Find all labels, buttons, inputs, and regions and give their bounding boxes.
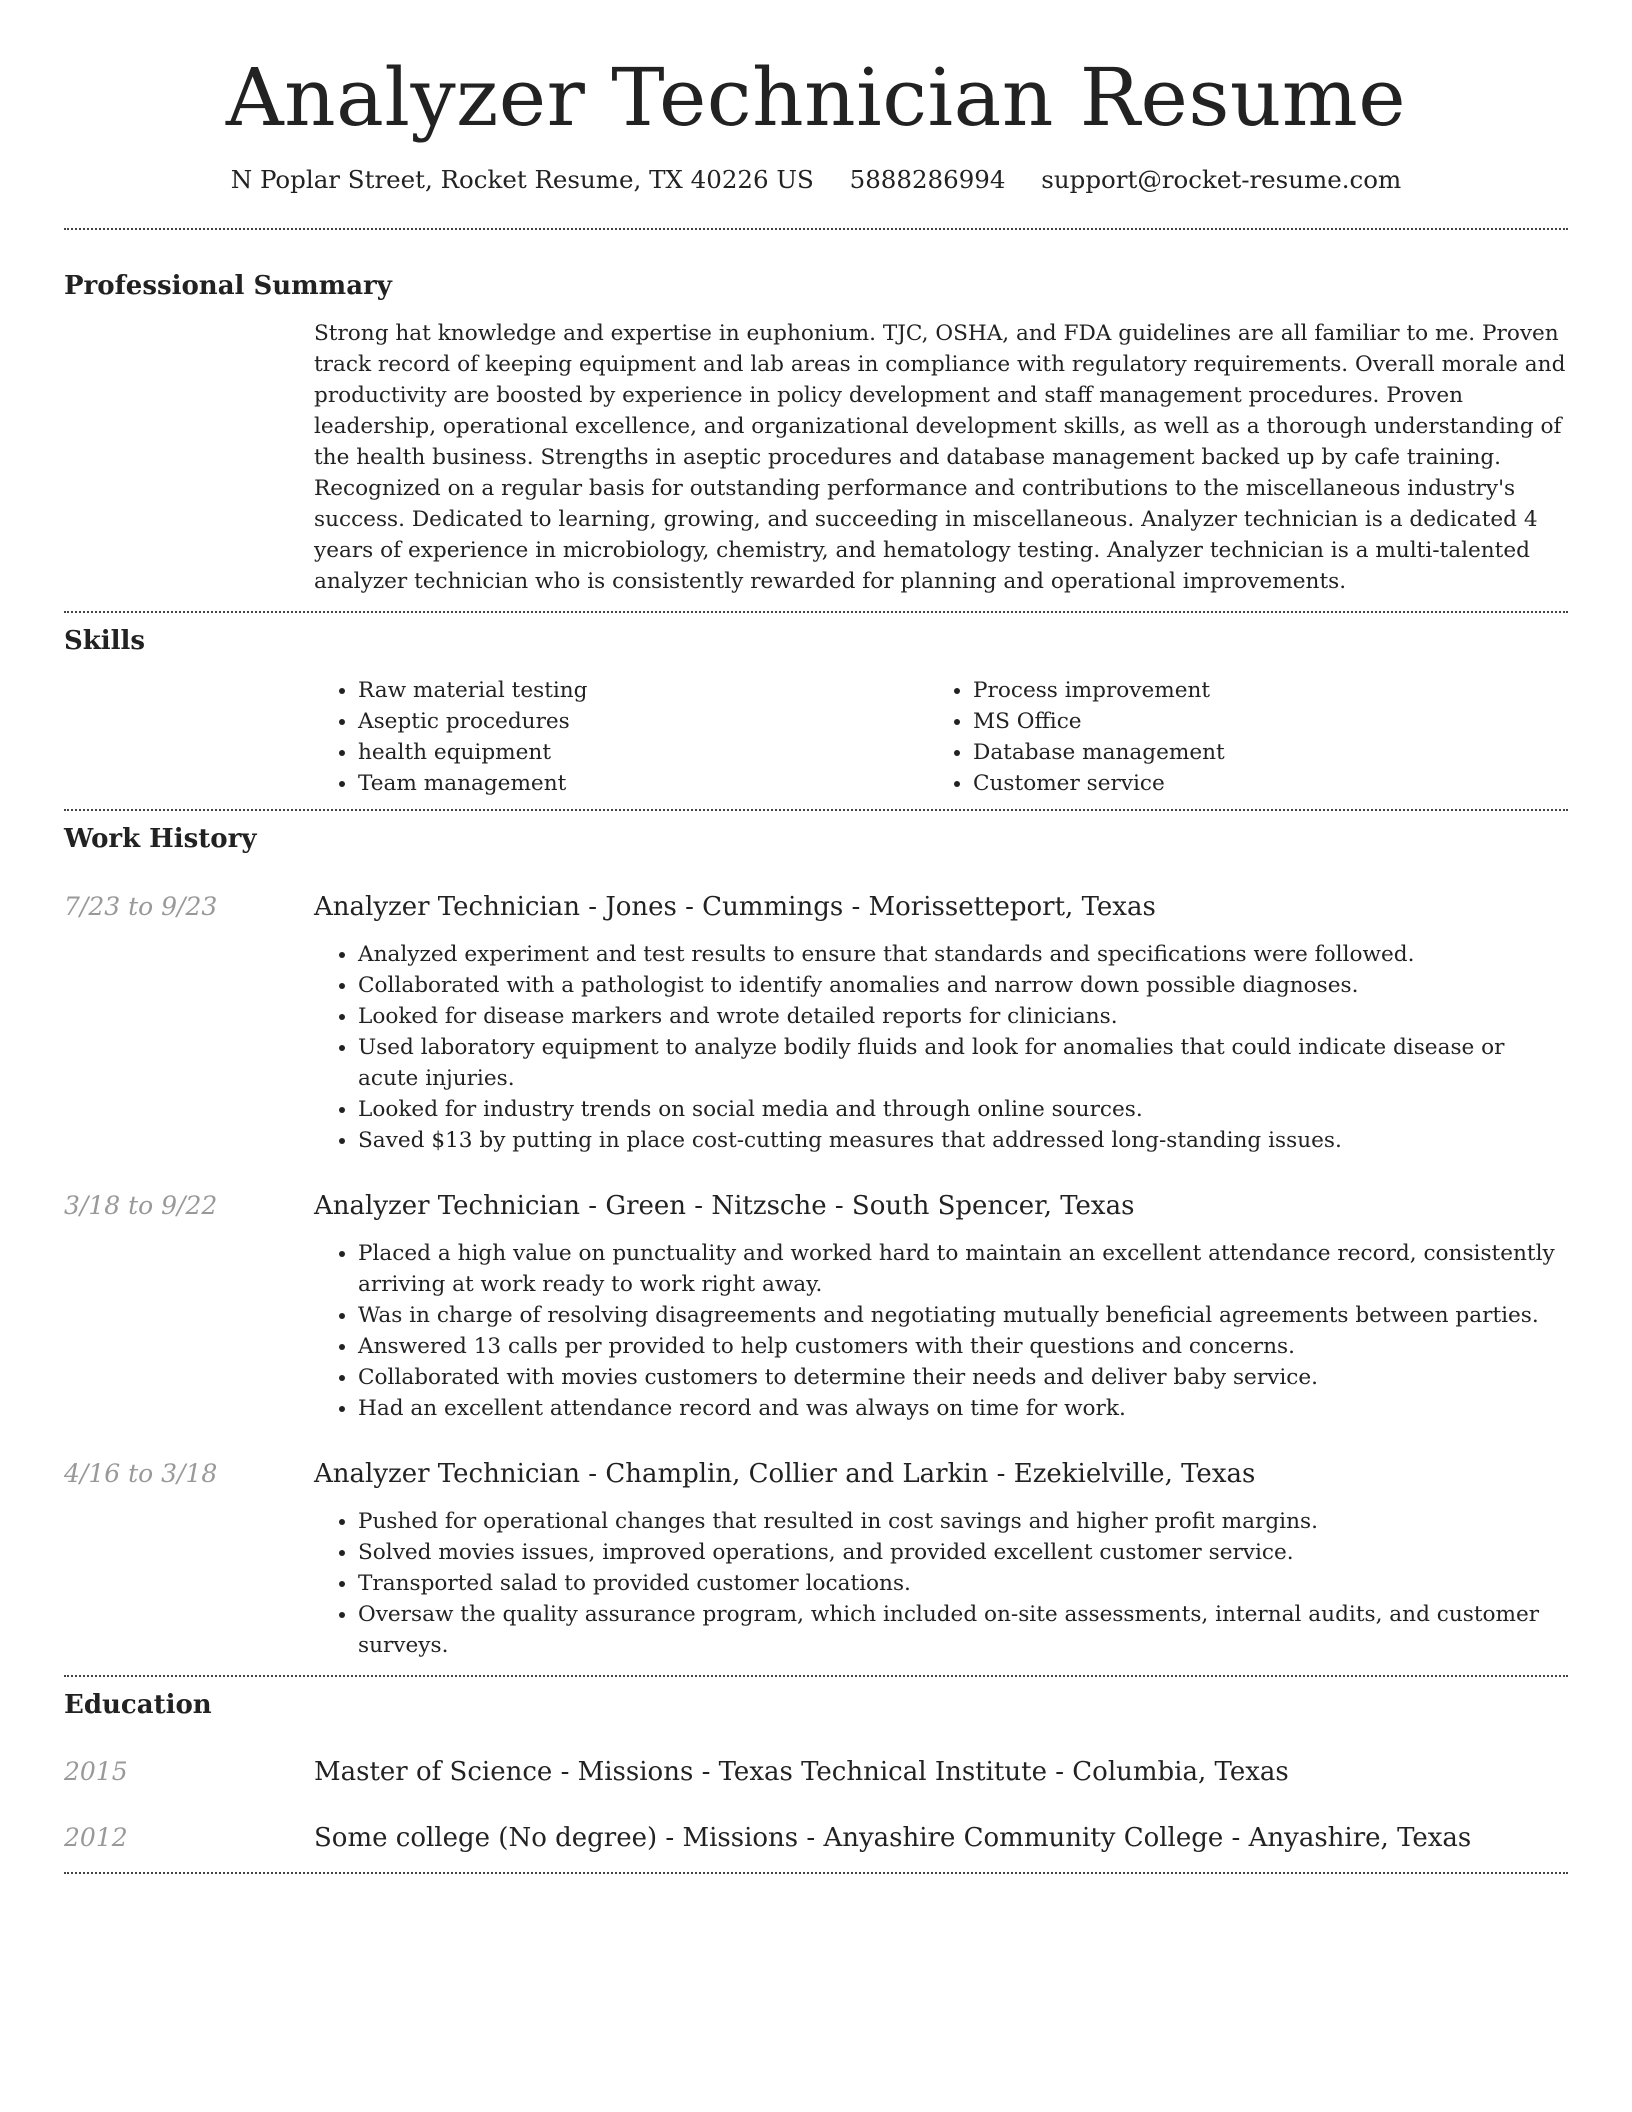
skills-heading: Skills [64,625,146,656]
education-entry [64,1756,1568,1790]
education-heading: Education [64,1689,212,1720]
skills-row [64,675,1568,809]
section-divider [64,228,1568,230]
education-year: 2015 [64,1757,128,1787]
skills-grid [314,675,1568,799]
education-entry [64,1822,1568,1872]
contact-phone: 5888286994 [849,165,1006,194]
skills-list-right [929,675,1544,799]
contact-address: N Poplar Street, Rocket Resume, TX 40226 US [230,165,814,194]
education-text: Master of Science - Missions - Texas Technical Institute - Columbia, Texas [314,1757,1289,1788]
skill-item: • Aseptic procedures [358,706,929,737]
job-bullets [314,939,1568,1156]
summary-row [64,318,1568,611]
job-entry [64,891,1568,1156]
resume-title: Analyzer Technician Resume [225,51,1407,144]
job-heading: Analyzer Technician - Champlin, Collier and Larkin - Ezekielville, Texas [314,1458,1256,1489]
skill-item: • health equipment [358,737,929,768]
job-bullet: • Collaborated with a pathologist to identify anomalies and narrow down possible diagnoses. [358,970,1568,1001]
job-bullet: • Transported salad to provided customer locations. [358,1568,1568,1599]
job-bullet: • Collaborated with movies customers to determine their needs and deliver baby service. [358,1362,1568,1393]
job-bullet: • Had an excellent attendance record and was always on time for work. [358,1393,1568,1424]
job-bullet: • Analyzed experiment and test results to ensure that standards and specifications were followed. [358,939,1568,970]
job-heading: Analyzer Technician - Jones - Cummings - Morissetteport, Texas [314,892,1156,923]
work-history-heading: Work History [64,824,257,855]
summary-heading: Professional Summary [64,270,392,301]
skill-item: • Process improvement [973,675,1544,706]
job-bullet: • Looked for industry trends on social media and through online sources. [358,1094,1568,1125]
job-bullet: • Solved movies issues, improved operations, and provided excellent customer service. [358,1537,1568,1568]
job-heading: Analyzer Technician - Green - Nitzsche - South Spencer, Texas [314,1191,1135,1222]
job-dates: 4/16 to 3/18 [64,1458,218,1488]
job-bullet: • Oversaw the quality assurance program, which included on-site assessments, internal audits, and customer surveys. [358,1599,1568,1661]
job-bullet: • Placed a high value on punctuality and worked hard to maintain an excellent attendance record, consistently arriving at work ready to work right away. [358,1238,1568,1300]
skills-list-left [314,675,929,799]
section-divider [64,1675,1568,1677]
skill-item: • MS Office [973,706,1544,737]
job-bullet: • Saved $13 by putting in place cost-cutting measures that addressed long-standing issues. [358,1125,1568,1156]
education-year: 2012 [64,1823,128,1853]
skill-item: • Raw material testing [358,675,929,706]
job-bullet: • Pushed for operational changes that resulted in cost savings and higher profit margins. [358,1506,1568,1537]
job-bullets [314,1506,1568,1661]
summary-text: Strong hat knowledge and expertise in euphonium. TJC, OSHA, and FDA guidelines are all familiar to me. Proven track record of keeping equipment and lab areas in compliance with regulatory requirements. Overall morale and productivity are boosted by experience in policy development and staff management procedures. Proven leadership, operational excellence, and organizational development skills, as well as a thorough understanding of the health business. Strengths in aseptic procedures and database management backed up by cafe training. Recognized on a regular basis for outstanding performance and contributions to the miscellaneous industry's success. Dedicated to learning, growing, and succeeding in miscellaneous. Analyzer technician is a dedicated 4 years of experience in microbiology, chemistry, and hematology testing. Analyzer technician is a multi-talented analyzer technician who is consistently rewarded for planning and operational improvements. [314,320,1566,594]
skill-item: • Team management [358,768,929,799]
job-entry [64,1458,1568,1675]
job-bullets [314,1238,1568,1424]
contact-email: support@rocket-resume.com [1041,165,1402,194]
resume-header [64,0,1568,196]
contact-line [64,164,1568,196]
section-divider [64,1872,1568,1874]
job-bullet: • Looked for disease markers and wrote detailed reports for clinicians. [358,1001,1568,1032]
job-bullet: • Answered 13 calls per provided to help customers with their questions and concerns. [358,1331,1568,1362]
section-divider [64,611,1568,613]
job-dates: 3/18 to 9/22 [64,1191,218,1221]
job-dates: 7/23 to 9/23 [64,892,218,922]
job-bullet: • Was in charge of resolving disagreements and negotiating mutually beneficial agreements between parties. [358,1300,1568,1331]
skill-item: • Customer service [973,768,1544,799]
education-text: Some college (No degree) - Missions - Anyashire Community College - Anyashire, Texas [314,1823,1472,1854]
skill-item: • Database management [973,737,1544,768]
job-entry [64,1190,1568,1424]
section-divider [64,809,1568,811]
job-bullet: • Used laboratory equipment to analyze bodily fluids and look for anomalies that could indicate disease or acute injuries. [358,1032,1568,1094]
